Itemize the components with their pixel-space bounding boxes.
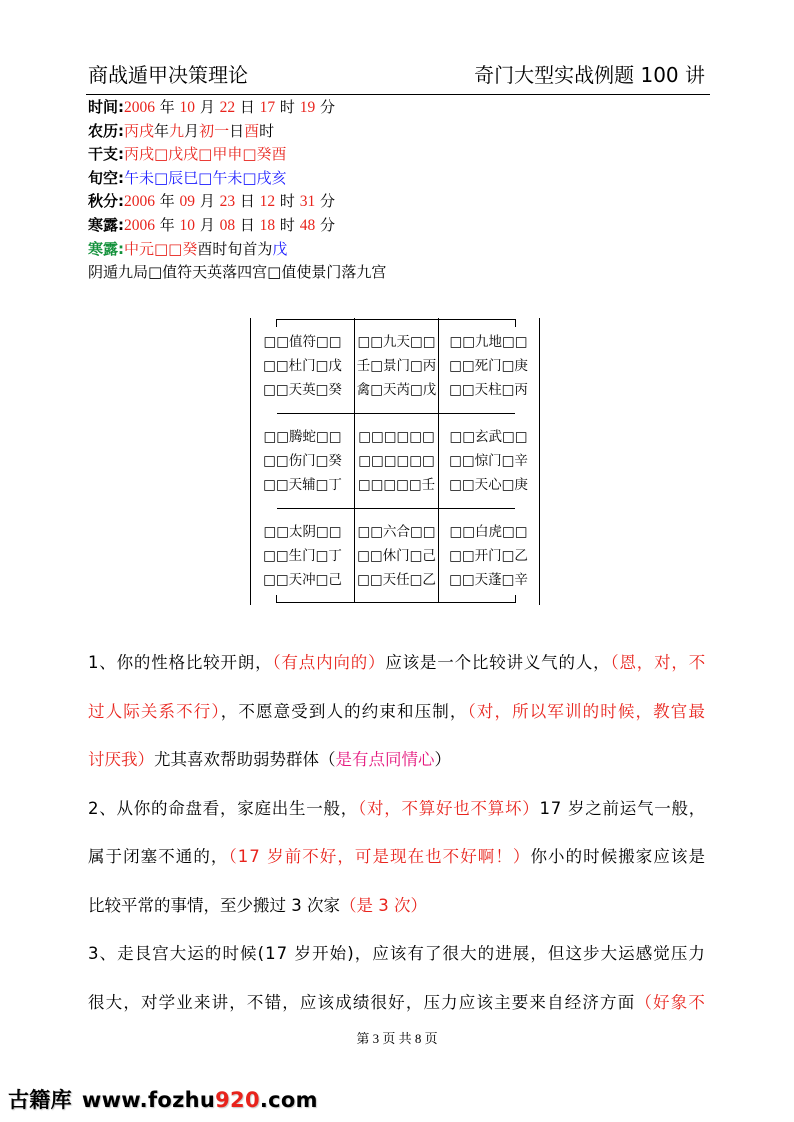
palace-cell <box>355 318 439 413</box>
watermark-brand: 古籍库 <box>8 1088 72 1112</box>
paragraph <box>88 639 706 785</box>
text-run: ） <box>434 750 451 769</box>
text-run: 1、你的性格比较开朗， <box>88 653 273 672</box>
palace-line: □□生门□丁 <box>263 548 342 564</box>
text-run: 你小的时候搬家应该是 <box>530 847 707 866</box>
palace-line: □□天英□癸 <box>263 382 342 398</box>
palace-cell <box>355 413 439 508</box>
info-value: 18 <box>259 216 276 234</box>
info-value: 年 <box>155 98 180 116</box>
palace-line: □□伤门□癸 <box>263 453 342 469</box>
info-value: 22 <box>219 99 236 116</box>
info-value: 分 <box>315 98 335 116</box>
palace-cell <box>355 508 439 603</box>
info-value: 09 <box>179 193 196 211</box>
info-value: 日 <box>235 98 260 116</box>
header-rule <box>86 94 710 95</box>
info-line <box>88 143 386 167</box>
palace-cell <box>251 413 355 508</box>
info-value: 月 <box>195 98 220 116</box>
text-run: 3、走艮宫大运的时候(17 岁开始)，应该有了很大的进展，但这步大运感觉压力 <box>88 944 706 963</box>
info-label: 旬空: <box>88 168 124 187</box>
palace-line: □□六合□□ <box>357 524 436 540</box>
paragraph <box>88 930 706 1027</box>
palace-line: □□太阴□□ <box>263 524 342 540</box>
palace-line: □□休门□己 <box>357 548 436 564</box>
watermark-url-suffix: .com <box>259 1088 318 1112</box>
text-run: （有点内向的） <box>272 653 386 672</box>
palace-line: □□值符□□ <box>263 334 342 350</box>
info-value: 月 <box>195 215 220 234</box>
watermark-url-number: 920 <box>215 1088 260 1112</box>
palace-cell <box>439 413 538 508</box>
info-value: 丙戌 <box>124 121 155 140</box>
info-value: 年 <box>155 215 180 234</box>
palace-line: □□天柱□丙 <box>449 382 528 398</box>
palace-line: □□杜门□戊 <box>263 358 342 374</box>
palace-cell <box>251 508 355 603</box>
info-value: 初一 <box>199 121 230 140</box>
info-value: 12 <box>259 193 276 211</box>
info-block <box>88 96 386 285</box>
palace-line: □□死门□庚 <box>449 358 528 374</box>
info-value: 时 <box>259 121 275 140</box>
palace-line: □□白虎□□ <box>449 524 528 540</box>
paragraph-line <box>88 639 706 688</box>
text-run: 属于闭塞不通的， <box>88 847 229 866</box>
text-run: 17 岁之前运气一般， <box>539 798 706 818</box>
line-text <box>88 930 706 979</box>
text-run: 是有点同情心 <box>335 750 435 769</box>
info-value: 午未□辰巳□午未□戌亥 <box>124 168 287 187</box>
info-value: 酉时旬首为 <box>197 239 273 258</box>
chart-rule-divider <box>277 508 515 509</box>
text-run: （好象不 <box>635 992 707 1012</box>
text-run: （对，所以军训的时候，教官最 <box>467 701 706 721</box>
paragraph <box>88 785 706 931</box>
info-value: 10 <box>179 216 196 234</box>
info-line <box>88 96 386 120</box>
info-value: 月 <box>184 121 200 140</box>
palace-cell <box>251 318 355 413</box>
text-run: 比较平常的事情，至少搬过 3 次家 <box>88 895 340 915</box>
palace-line: □□天任□乙 <box>357 572 436 588</box>
chart-rule-divider <box>277 413 515 414</box>
palace-cell <box>439 318 538 413</box>
info-value: 分 <box>315 215 335 234</box>
chart-rule-bottom <box>277 602 515 603</box>
page-number: 第 3 页 共 8 页 <box>356 1031 438 1046</box>
info-value: 年 <box>155 192 180 211</box>
info-value: 2006 <box>124 99 155 116</box>
info-line <box>88 214 386 238</box>
info-value: 九 <box>169 121 185 140</box>
info-value: 19 <box>299 99 316 116</box>
info-value: 丙戌□戊戌□甲申□癸酉 <box>124 145 287 164</box>
chart-corner-tick <box>515 595 516 603</box>
palace-line: □□惊门□辛 <box>449 453 528 469</box>
palace-line: 禽□天芮□戊 <box>356 382 437 398</box>
palace-line: □□□□□□ <box>358 429 435 445</box>
info-value: 2006 <box>124 193 155 211</box>
text-run: 过人际关系不行） <box>88 701 221 721</box>
info-line <box>88 238 386 262</box>
palace-line: □□天辅□丁 <box>263 477 342 493</box>
info-value: 年 <box>154 121 170 140</box>
palace-line: □□玄武□□ <box>449 429 528 445</box>
watermark <box>8 1086 318 1114</box>
paragraph-line <box>88 930 706 979</box>
info-value: 2006 <box>124 216 155 234</box>
paragraph-line <box>88 882 706 931</box>
palace-line: 壬□景门□丙 <box>356 358 437 374</box>
info-value: 中元□□癸 <box>124 239 198 258</box>
palace-line: □□□□□□ <box>358 453 435 469</box>
chart-corner-tick <box>276 595 277 603</box>
text-run: ，不愿意受到人的约束和压制， <box>220 701 468 721</box>
info-label: 寒露: <box>88 215 124 234</box>
text-run: 2、从你的命盘看，家庭出生一般， <box>88 798 358 818</box>
paragraph-line <box>88 736 706 785</box>
info-line <box>88 167 386 191</box>
info-label: 时间: <box>88 98 124 116</box>
paragraph-line <box>88 833 706 882</box>
paragraph-line <box>88 785 706 834</box>
info-value: 日 <box>235 192 260 211</box>
paragraph-line <box>88 979 706 1028</box>
palace-line: □□九天□□ <box>357 334 436 350</box>
info-value: 时 <box>275 192 300 211</box>
info-value: 48 <box>299 216 316 234</box>
info-value: 23 <box>219 193 236 211</box>
palace-line: □□天蓬□辛 <box>449 572 528 588</box>
info-value: 时 <box>275 98 300 116</box>
palace-line: □□□□□壬 <box>357 477 436 493</box>
info-label: 秋分: <box>88 192 124 211</box>
text-run: （是 3 次） <box>340 895 427 915</box>
info-value: 10 <box>179 99 196 116</box>
info-line <box>88 261 386 285</box>
chart-corner-tick <box>276 319 277 327</box>
line-text <box>88 979 706 1028</box>
info-line <box>88 190 386 214</box>
text-run: 很大，对学业来讲，不错，应该成绩很好，压力应该主要来自经济方面 <box>88 992 636 1012</box>
info-label: 农历: <box>88 121 124 140</box>
line-text <box>88 639 706 688</box>
info-value: 戊 <box>272 239 288 258</box>
chart-rule-top <box>277 319 515 320</box>
info-line <box>88 120 386 144</box>
line-text <box>88 833 706 882</box>
chart-corner-tick <box>515 319 516 327</box>
palace-line: □□开门□乙 <box>449 548 528 564</box>
paragraph-line <box>88 688 706 737</box>
line-text <box>88 688 706 737</box>
info-value: 分 <box>315 192 335 211</box>
palace-line: □□腾蛇□□ <box>263 429 342 445</box>
info-value: 日 <box>235 215 260 234</box>
text-run: （17 岁前不好，可是现在也不好啊！） <box>228 847 531 866</box>
info-value: 17 <box>259 99 276 116</box>
body-text <box>88 639 706 1027</box>
text-run: 应该是一个比较讲义气的人， <box>385 653 611 672</box>
info-value: 31 <box>299 193 316 211</box>
text-run: （对，不算好也不算坏） <box>358 798 540 818</box>
info-value: 时 <box>275 215 300 234</box>
palace-line: □□九地□□ <box>449 334 528 350</box>
text-run: （恩，对，不 <box>610 653 707 672</box>
palace-line: □□天心□庚 <box>449 477 528 493</box>
line-text <box>88 785 706 834</box>
qimen-chart <box>250 318 540 605</box>
info-value: 阴遁九局□值符天英落四宫□值使景门落九宫 <box>88 263 387 282</box>
text-run: 尤其喜欢帮助弱势群体（ <box>154 750 336 769</box>
palace-cell <box>439 508 538 603</box>
text-run: 讨厌我） <box>88 750 154 769</box>
info-label: 寒露: <box>88 239 124 258</box>
info-value: 日 <box>229 121 245 140</box>
line-text <box>88 882 427 931</box>
info-value: 月 <box>195 192 220 211</box>
header-title-right: 奇门大型实战例题 100 讲 <box>474 63 705 87</box>
qimen-chart-cells <box>251 318 539 603</box>
watermark-url-prefix: www.fozhu <box>81 1088 216 1112</box>
info-value: 酉 <box>244 121 260 140</box>
header-title-left: 商战遁甲决策理论 <box>88 63 248 87</box>
info-value: 08 <box>219 216 236 234</box>
palace-line: □□天冲□己 <box>263 572 342 588</box>
info-label: 干支: <box>88 145 124 164</box>
line-text <box>88 736 451 785</box>
